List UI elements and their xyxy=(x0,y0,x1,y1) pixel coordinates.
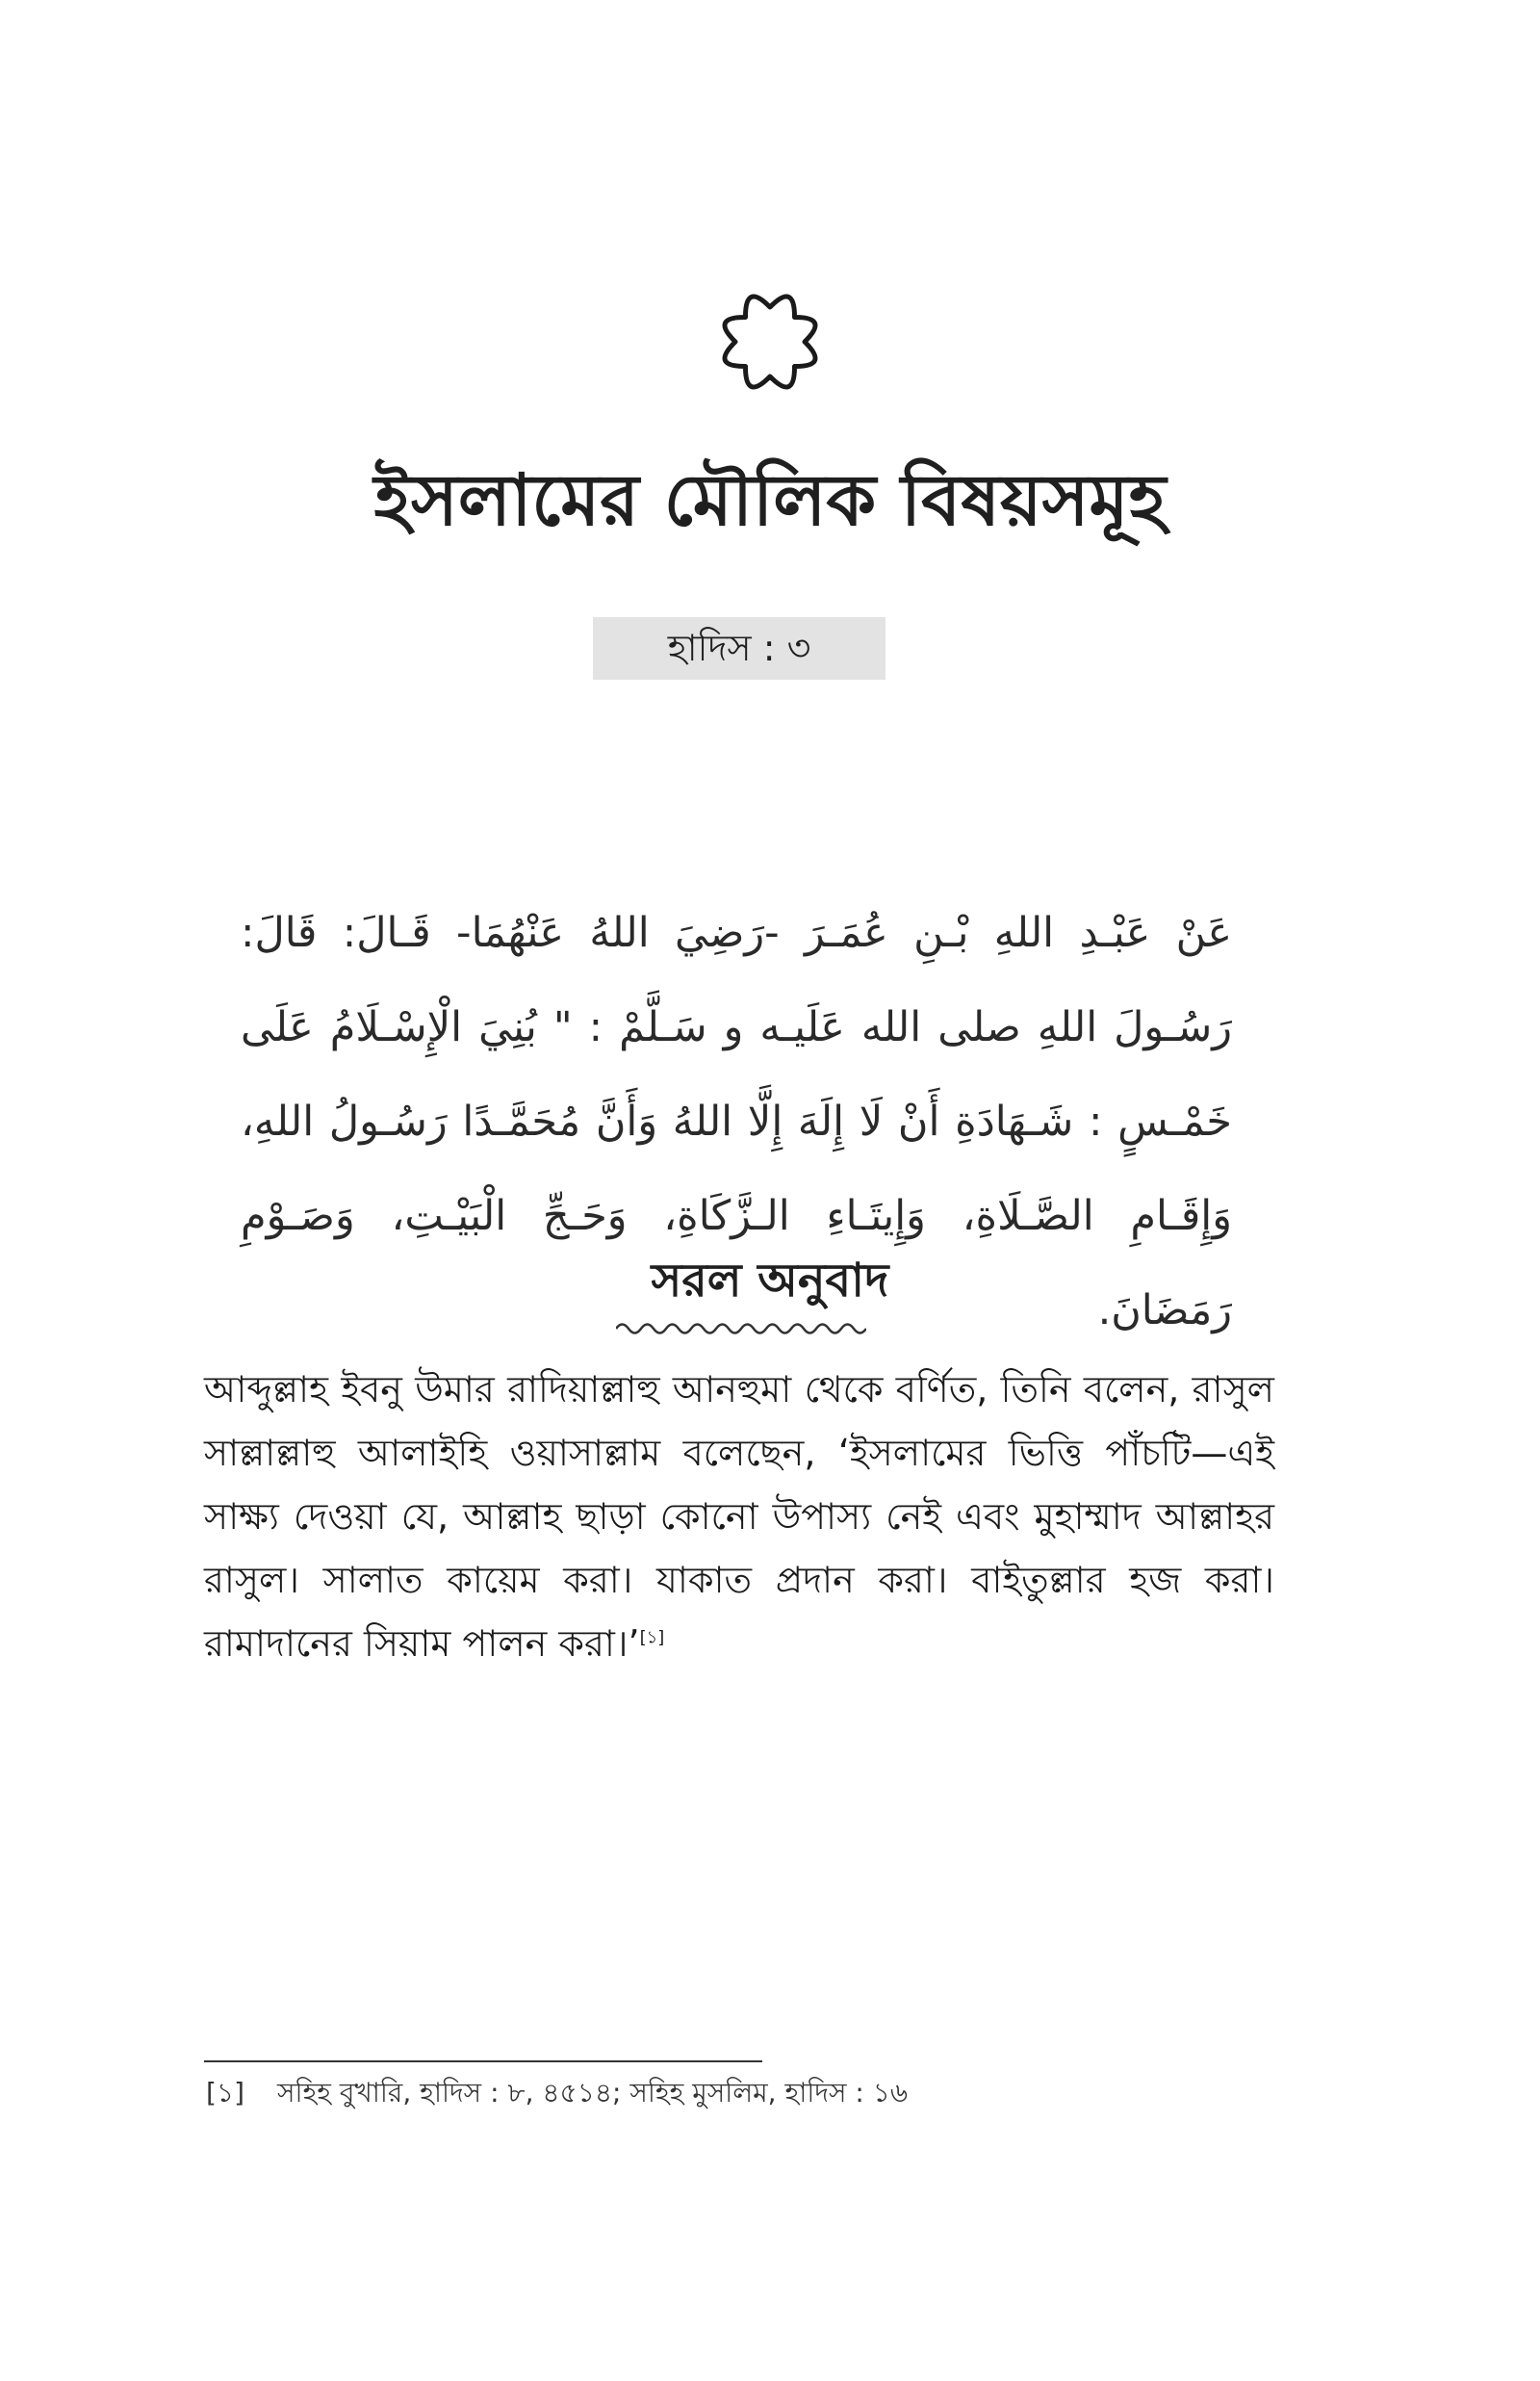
footnote-text: সহিহ বুখারি, হাদিস : ৮, ৪৫১৪; সহিহ মুসলিম, হাদিস : ১৬ xyxy=(277,2077,909,2109)
footnote xyxy=(206,2072,1265,2114)
flower-ornament-icon xyxy=(693,279,847,404)
chapter-title: ইসলামের মৌলিক বিষয়সমূহ xyxy=(373,459,1167,542)
footnote-divider xyxy=(204,2060,762,2062)
translation-body: আব্দুল্লাহ ইবনু উমার রাদিয়াল্লাহু আনহুমা থেকে বর্ণিত, তিনি বলেন, রাসুল সাল্লাল্লাহু আলাইহি ওয়াসাল্লাম বলেছেন, ‘ইসলামের ভিত্তি পাঁচটি—এই সাক্ষ্য দেওয়া যে, আল্লাহ ছাড়া কোনো উপাস্য নেই এবং মুহাম্মাদ আল্লাহর রাসুল। সালাত কায়েম করা। যাকাত প্রদান করা। বাইতুল্লার হজ করা। রামাদানের সিয়াম পালন করা।’ xyxy=(204,1368,1274,1665)
hadith-number-badge: হাদিস : ৩ xyxy=(593,617,886,680)
arabic-hadith-text: عَنْ عَبْـدِ اللهِ بْـنِ عُمَـرَ -رَضِيَ اللهُ عَنْهُمَا- قَـالَ: قَالَ: رَسُـولَ اللهِ صلى الله عَلَيـه و سَـلَّمْ : " بُنِيَ الْإِسْـلَامُ عَلَى خَمْـسٍ : شَـهَادَةِ أَنْ لَا إِلَهَ إِلَّا اللهُ وَأَنَّ مُحَمَّـدًا رَسُـولُ اللهِ، وَإِقَـامِ الصَّـلَاةِ، وَإِيتَـاءِ الـزَّكَاةِ، وَحَـجِّ الْبَيْـتِ، وَصَـوْمِ رَمَضَانَ. xyxy=(241,909,1232,1334)
wavy-divider xyxy=(616,1317,866,1340)
footnote-reference[interactable]: [১] xyxy=(639,1627,665,1648)
footnote-marker: [১] xyxy=(206,2077,245,2109)
translation-heading: সরল অনুবাদ xyxy=(651,1254,889,1307)
translation-text xyxy=(204,1358,1274,1675)
